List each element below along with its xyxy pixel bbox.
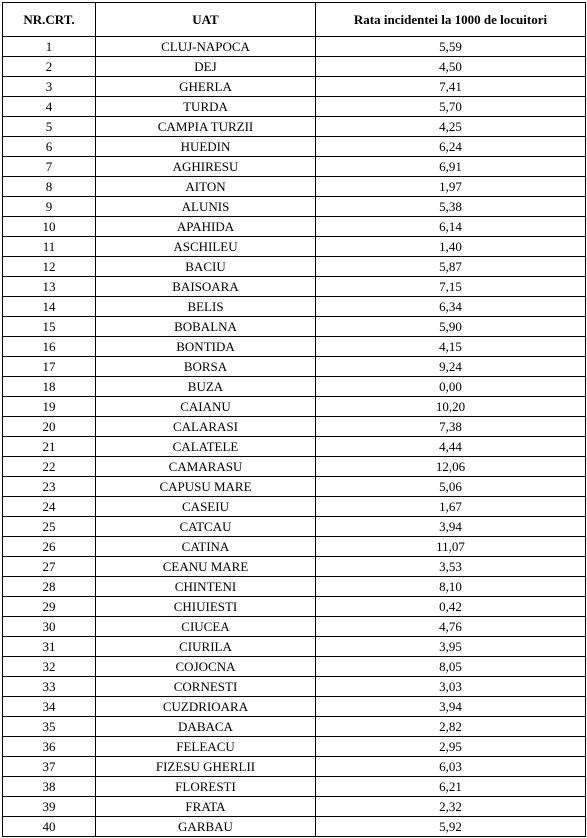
row-number-cell: 21: [3, 437, 96, 457]
uat-name-cell: CHINTENI: [96, 577, 316, 597]
incidence-rate-cell: 11,07: [316, 537, 586, 557]
row-number-cell: 36: [3, 737, 96, 757]
uat-name-cell: AITON: [96, 177, 316, 197]
incidence-rate-cell: 5,92: [316, 817, 586, 837]
uat-name-cell: ALUNIS: [96, 197, 316, 217]
table-row: [3, 357, 586, 377]
table-row: [3, 237, 586, 257]
uat-name-cell: FLORESTI: [96, 777, 316, 797]
header-nr-crt: NR.CRT.: [3, 3, 96, 37]
incidence-rate-cell: 5,38: [316, 197, 586, 217]
table-row: [3, 817, 586, 837]
incidence-rate-cell: 5,70: [316, 97, 586, 117]
table-row: [3, 537, 586, 557]
table-row: [3, 437, 586, 457]
incidence-rate-cell: 6,14: [316, 217, 586, 237]
table-row: [3, 557, 586, 577]
uat-name-cell: CALATELE: [96, 437, 316, 457]
header-uat: UAT: [96, 3, 316, 37]
row-number-cell: 37: [3, 757, 96, 777]
uat-name-cell: CORNESTI: [96, 677, 316, 697]
row-number-cell: 11: [3, 237, 96, 257]
incidence-rate-cell: 7,41: [316, 77, 586, 97]
incidence-rate-cell: 7,15: [316, 277, 586, 297]
table-row: [3, 657, 586, 677]
table-row: [3, 277, 586, 297]
table-row: [3, 257, 586, 277]
row-number-cell: 12: [3, 257, 96, 277]
uat-name-cell: FELEACU: [96, 737, 316, 757]
uat-name-cell: FRATA: [96, 797, 316, 817]
row-number-cell: 24: [3, 497, 96, 517]
table-row: [3, 497, 586, 517]
uat-name-cell: CALARASI: [96, 417, 316, 437]
table-row: [3, 417, 586, 437]
uat-name-cell: CAIANU: [96, 397, 316, 417]
row-number-cell: 33: [3, 677, 96, 697]
incidence-rate-cell: 0,42: [316, 597, 586, 617]
row-number-cell: 34: [3, 697, 96, 717]
table-row: [3, 337, 586, 357]
row-number-cell: 13: [3, 277, 96, 297]
incidence-rate-cell: 5,90: [316, 317, 586, 337]
uat-name-cell: FIZESU GHERLII: [96, 757, 316, 777]
incidence-rate-cell: 6,34: [316, 297, 586, 317]
uat-name-cell: BUZA: [96, 377, 316, 397]
header-incidence-rate: Rata incidentei la 1000 de locuitori: [316, 3, 586, 37]
row-number-cell: 31: [3, 637, 96, 657]
row-number-cell: 1: [3, 37, 96, 57]
row-number-cell: 9: [3, 197, 96, 217]
incidence-rate-cell: 8,05: [316, 657, 586, 677]
table-row: [3, 157, 586, 177]
row-number-cell: 29: [3, 597, 96, 617]
incidence-rate-cell: 10,20: [316, 397, 586, 417]
incidence-rate-cell: 2,82: [316, 717, 586, 737]
incidence-rate-cell: 0,00: [316, 377, 586, 397]
row-number-cell: 7: [3, 157, 96, 177]
incidence-rate-cell: 1,97: [316, 177, 586, 197]
row-number-cell: 5: [3, 117, 96, 137]
table-row: [3, 77, 586, 97]
incidence-rate-cell: 9,24: [316, 357, 586, 377]
incidence-rate-cell: 3,94: [316, 517, 586, 537]
table-row: [3, 457, 586, 477]
table-row: [3, 477, 586, 497]
incidence-rate-cell: 7,38: [316, 417, 586, 437]
incidence-rate-cell: 4,15: [316, 337, 586, 357]
row-number-cell: 40: [3, 817, 96, 837]
table-row: [3, 137, 586, 157]
incidence-rate-cell: 4,76: [316, 617, 586, 637]
table-row: [3, 297, 586, 317]
uat-name-cell: BAISOARA: [96, 277, 316, 297]
row-number-cell: 38: [3, 777, 96, 797]
uat-name-cell: CATCAU: [96, 517, 316, 537]
row-number-cell: 28: [3, 577, 96, 597]
table-row: [3, 377, 586, 397]
table-row: [3, 517, 586, 537]
incidence-rate-cell: 3,53: [316, 557, 586, 577]
table-row: [3, 697, 586, 717]
incidence-rate-cell: 3,94: [316, 697, 586, 717]
uat-name-cell: CAPUSU MARE: [96, 477, 316, 497]
incidence-rate-cell: 4,50: [316, 57, 586, 77]
table-row: [3, 717, 586, 737]
row-number-cell: 39: [3, 797, 96, 817]
uat-name-cell: CLUJ-NAPOCA: [96, 37, 316, 57]
incidence-rate-cell: 2,32: [316, 797, 586, 817]
table-row: [3, 97, 586, 117]
table-row: [3, 177, 586, 197]
uat-name-cell: BELIS: [96, 297, 316, 317]
row-number-cell: 4: [3, 97, 96, 117]
incidence-rate-cell: 12,06: [316, 457, 586, 477]
uat-name-cell: TURDA: [96, 97, 316, 117]
table-header-row: [3, 3, 586, 37]
uat-name-cell: BORSA: [96, 357, 316, 377]
incidence-rate-cell: 8,10: [316, 577, 586, 597]
uat-name-cell: CUZDRIOARA: [96, 697, 316, 717]
table-row: [3, 737, 586, 757]
incidence-rate-cell: 3,03: [316, 677, 586, 697]
row-number-cell: 16: [3, 337, 96, 357]
table-row: [3, 577, 586, 597]
row-number-cell: 8: [3, 177, 96, 197]
uat-name-cell: CIUCEA: [96, 617, 316, 637]
row-number-cell: 25: [3, 517, 96, 537]
uat-name-cell: CEANU MARE: [96, 557, 316, 577]
incidence-rate-cell: 1,40: [316, 237, 586, 257]
row-number-cell: 27: [3, 557, 96, 577]
incidence-rate-cell: 4,44: [316, 437, 586, 457]
incidence-rate-cell: 6,24: [316, 137, 586, 157]
incidence-rate-cell: 5,59: [316, 37, 586, 57]
table-row: [3, 197, 586, 217]
row-number-cell: 19: [3, 397, 96, 417]
table-row: [3, 777, 586, 797]
row-number-cell: 2: [3, 57, 96, 77]
incidence-rate-cell: 3,95: [316, 637, 586, 657]
uat-name-cell: COJOCNA: [96, 657, 316, 677]
row-number-cell: 23: [3, 477, 96, 497]
row-number-cell: 30: [3, 617, 96, 637]
row-number-cell: 26: [3, 537, 96, 557]
table-row: [3, 317, 586, 337]
row-number-cell: 15: [3, 317, 96, 337]
uat-name-cell: CATINA: [96, 537, 316, 557]
row-number-cell: 20: [3, 417, 96, 437]
table-row: [3, 397, 586, 417]
uat-name-cell: GARBAU: [96, 817, 316, 837]
incidence-rate-cell: 6,21: [316, 777, 586, 797]
uat-name-cell: AGHIRESU: [96, 157, 316, 177]
table-row: [3, 757, 586, 777]
uat-name-cell: APAHIDA: [96, 217, 316, 237]
row-number-cell: 35: [3, 717, 96, 737]
table-row: [3, 797, 586, 817]
incidence-rate-cell: 5,06: [316, 477, 586, 497]
row-number-cell: 3: [3, 77, 96, 97]
table-body: [3, 37, 586, 837]
uat-name-cell: CAMPIA TURZII: [96, 117, 316, 137]
row-number-cell: 10: [3, 217, 96, 237]
uat-name-cell: DABACA: [96, 717, 316, 737]
table-row: [3, 57, 586, 77]
row-number-cell: 14: [3, 297, 96, 317]
uat-name-cell: CASEIU: [96, 497, 316, 517]
uat-name-cell: BACIU: [96, 257, 316, 277]
incidence-rate-cell: 5,87: [316, 257, 586, 277]
table-row: [3, 677, 586, 697]
incidence-rate-cell: 6,91: [316, 157, 586, 177]
uat-name-cell: CIURILA: [96, 637, 316, 657]
table-row: [3, 617, 586, 637]
uat-name-cell: GHERLA: [96, 77, 316, 97]
table-row: [3, 637, 586, 657]
incidence-rate-cell: 1,67: [316, 497, 586, 517]
uat-name-cell: BOBALNA: [96, 317, 316, 337]
uat-name-cell: HUEDIN: [96, 137, 316, 157]
table-row: [3, 217, 586, 237]
table-row: [3, 117, 586, 137]
incidence-rate-cell: 4,25: [316, 117, 586, 137]
incidence-rate-cell: 2,95: [316, 737, 586, 757]
incidence-rate-cell: 6,03: [316, 757, 586, 777]
row-number-cell: 32: [3, 657, 96, 677]
row-number-cell: 6: [3, 137, 96, 157]
uat-name-cell: BONTIDA: [96, 337, 316, 357]
row-number-cell: 18: [3, 377, 96, 397]
row-number-cell: 17: [3, 357, 96, 377]
row-number-cell: 22: [3, 457, 96, 477]
incidence-table: [2, 2, 586, 837]
uat-name-cell: CAMARASU: [96, 457, 316, 477]
table-row: [3, 597, 586, 617]
table-row: [3, 37, 586, 57]
uat-name-cell: ASCHILEU: [96, 237, 316, 257]
uat-name-cell: DEJ: [96, 57, 316, 77]
uat-name-cell: CHIUIESTI: [96, 597, 316, 617]
